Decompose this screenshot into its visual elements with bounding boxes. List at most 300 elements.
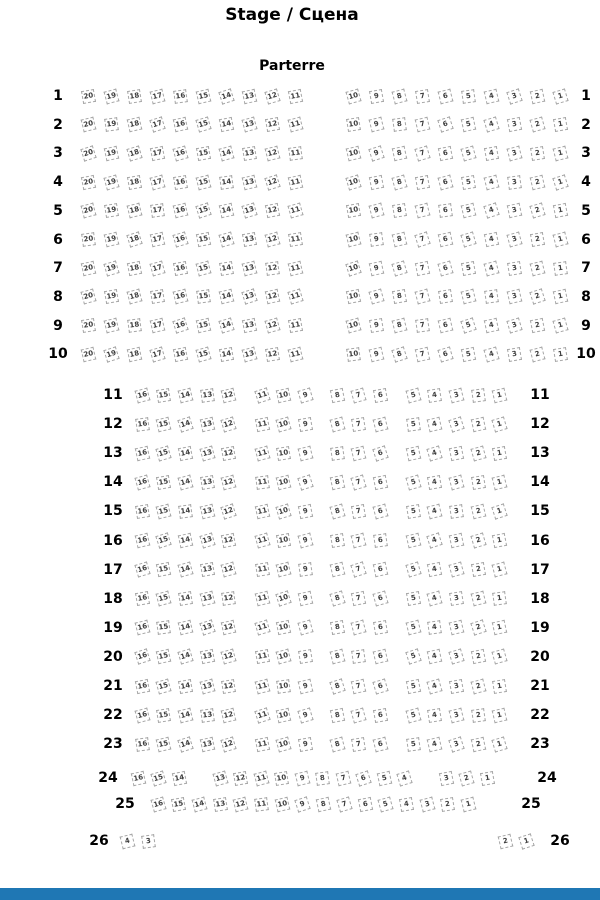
seat-r7-17[interactable]: 17 [149, 260, 165, 276]
seat-r13-9[interactable]: 9 [298, 445, 314, 461]
seat-r12-15[interactable]: 15 [156, 416, 172, 432]
seat-r4-7[interactable]: 7 [414, 175, 429, 190]
seat-r22-12[interactable]: 12 [221, 707, 237, 723]
seat-r16-13[interactable]: 13 [199, 532, 215, 548]
seat-r17-2[interactable]: 2 [471, 562, 486, 577]
seat-r8-4[interactable]: 4 [484, 290, 499, 305]
seat-r21-4[interactable]: 4 [427, 678, 443, 694]
seat-r15-4[interactable]: 4 [427, 504, 443, 520]
seat-r1-3[interactable]: 3 [506, 88, 522, 104]
seat-r7-18[interactable]: 18 [126, 261, 141, 276]
seat-r13-4[interactable]: 4 [427, 445, 443, 461]
seat-r9-12[interactable]: 12 [264, 318, 280, 334]
seat-r9-2[interactable]: 2 [529, 318, 544, 333]
seat-r4-1[interactable]: 1 [552, 174, 568, 190]
seat-r7-5[interactable]: 5 [460, 261, 475, 276]
seat-r17-9[interactable]: 9 [298, 562, 313, 577]
seat-r6-11[interactable]: 11 [288, 232, 303, 247]
seat-r10-15[interactable]: 15 [195, 346, 211, 362]
seat-r5-1[interactable]: 1 [552, 203, 567, 218]
seat-r16-7[interactable]: 7 [351, 533, 367, 549]
seat-r9-15[interactable]: 15 [195, 318, 210, 333]
seat-r5-5[interactable]: 5 [460, 203, 476, 219]
seat-r2-11[interactable]: 11 [287, 117, 303, 133]
seat-r20-1[interactable]: 1 [492, 649, 508, 665]
seat-r24-3[interactable]: 3 [438, 770, 453, 785]
seat-r18-5[interactable]: 5 [405, 591, 420, 606]
seat-r2-2[interactable]: 2 [529, 117, 545, 133]
seat-r25-6[interactable]: 6 [357, 796, 372, 811]
seat-r16-6[interactable]: 6 [373, 533, 388, 548]
seat-r22-6[interactable]: 6 [373, 708, 388, 723]
seat-r17-3[interactable]: 3 [448, 562, 464, 578]
seat-r14-3[interactable]: 3 [448, 474, 464, 490]
seat-r10-12[interactable]: 12 [265, 347, 280, 362]
seat-r9-19[interactable]: 19 [103, 318, 119, 334]
seat-r6-17[interactable]: 17 [149, 232, 164, 247]
seat-r15-2[interactable]: 2 [470, 504, 486, 520]
seat-r5-20[interactable]: 20 [80, 203, 96, 219]
seat-r1-6[interactable]: 6 [437, 88, 453, 104]
seat-r3-13[interactable]: 13 [242, 146, 257, 161]
seat-r13-5[interactable]: 5 [405, 445, 420, 460]
seat-r4-5[interactable]: 5 [461, 175, 476, 190]
seat-r3-12[interactable]: 12 [264, 146, 280, 162]
seat-r24-14[interactable]: 14 [171, 770, 186, 785]
seat-r8-19[interactable]: 19 [103, 289, 118, 304]
seat-r13-13[interactable]: 13 [199, 445, 215, 461]
seat-r2-8[interactable]: 8 [392, 117, 407, 132]
seat-r22-1[interactable]: 1 [492, 707, 508, 723]
seat-r22-9[interactable]: 9 [297, 707, 313, 723]
seat-r18-1[interactable]: 1 [492, 591, 507, 606]
seat-r11-16[interactable]: 16 [134, 387, 150, 403]
seat-r23-14[interactable]: 14 [177, 736, 193, 752]
seat-r26-1[interactable]: 1 [518, 833, 534, 849]
seat-r4-20[interactable]: 20 [80, 174, 95, 189]
seat-r20-9[interactable]: 9 [298, 649, 313, 664]
seat-r20-5[interactable]: 5 [405, 649, 421, 665]
seat-r17-1[interactable]: 1 [492, 562, 508, 578]
seat-r6-15[interactable]: 15 [195, 232, 210, 247]
seat-r6-2[interactable]: 2 [529, 232, 544, 247]
seat-r11-2[interactable]: 2 [471, 388, 486, 403]
seat-r20-8[interactable]: 8 [329, 649, 345, 665]
seat-r10-16[interactable]: 16 [172, 347, 187, 362]
seat-r25-11[interactable]: 11 [254, 797, 269, 812]
seat-r2-4[interactable]: 4 [483, 117, 499, 133]
seat-r10-1[interactable]: 1 [553, 347, 568, 362]
seat-r22-3[interactable]: 3 [449, 707, 465, 723]
seat-r15-10[interactable]: 10 [276, 503, 292, 519]
seat-r2-18[interactable]: 18 [126, 117, 142, 133]
seat-r9-6[interactable]: 6 [437, 318, 453, 334]
seat-r24-6[interactable]: 6 [355, 770, 371, 786]
seat-r19-1[interactable]: 1 [492, 620, 507, 635]
seat-r26-2[interactable]: 2 [497, 833, 513, 849]
seat-r25-9[interactable]: 9 [295, 796, 311, 812]
seat-r12-10[interactable]: 10 [276, 416, 292, 432]
seat-r6-19[interactable]: 19 [103, 232, 119, 248]
seat-r19-7[interactable]: 7 [351, 620, 367, 636]
seat-r2-14[interactable]: 14 [218, 117, 233, 132]
seat-r1-9[interactable]: 9 [368, 88, 383, 103]
seat-r5-14[interactable]: 14 [218, 203, 233, 218]
seat-r4-3[interactable]: 3 [507, 175, 522, 190]
seat-r21-6[interactable]: 6 [372, 678, 388, 694]
seat-r8-10[interactable]: 10 [345, 289, 360, 304]
seat-r16-11[interactable]: 11 [254, 532, 270, 548]
seat-r8-2[interactable]: 2 [529, 289, 545, 305]
seat-r25-1[interactable]: 1 [461, 796, 477, 812]
seat-r4-11[interactable]: 11 [287, 174, 302, 189]
seat-r25-12[interactable]: 12 [233, 796, 249, 812]
seat-r8-8[interactable]: 8 [391, 289, 406, 304]
seat-r4-6[interactable]: 6 [437, 174, 453, 190]
seat-r9-13[interactable]: 13 [241, 318, 256, 333]
seat-r4-10[interactable]: 10 [345, 174, 361, 190]
seat-r14-6[interactable]: 6 [373, 475, 388, 490]
seat-r19-3[interactable]: 3 [449, 620, 465, 636]
seat-r6-14[interactable]: 14 [218, 231, 234, 247]
seat-r2-15[interactable]: 15 [195, 117, 211, 133]
seat-r13-10[interactable]: 10 [276, 446, 291, 461]
seat-r8-15[interactable]: 15 [196, 290, 211, 305]
seat-r17-7[interactable]: 7 [350, 561, 366, 577]
seat-r22-13[interactable]: 13 [200, 708, 215, 723]
seat-r2-16[interactable]: 16 [172, 117, 187, 132]
seat-r15-11[interactable]: 11 [254, 504, 269, 519]
seat-r20-3[interactable]: 3 [448, 649, 464, 665]
seat-r19-8[interactable]: 8 [329, 620, 344, 635]
seat-r7-9[interactable]: 9 [368, 260, 383, 275]
seat-r16-12[interactable]: 12 [221, 533, 236, 548]
seat-r10-2[interactable]: 2 [529, 346, 545, 362]
seat-r16-14[interactable]: 14 [178, 533, 193, 548]
seat-r23-5[interactable]: 5 [406, 737, 421, 752]
seat-r23-15[interactable]: 15 [156, 736, 172, 752]
seat-r17-15[interactable]: 15 [156, 562, 171, 577]
seat-r17-5[interactable]: 5 [405, 561, 421, 577]
seat-r17-4[interactable]: 4 [427, 562, 442, 577]
seat-r22-14[interactable]: 14 [178, 707, 194, 723]
seat-r9-14[interactable]: 14 [218, 317, 234, 333]
seat-r10-6[interactable]: 6 [437, 346, 453, 362]
seat-r21-3[interactable]: 3 [449, 678, 464, 693]
seat-r7-15[interactable]: 15 [195, 260, 211, 276]
seat-r5-12[interactable]: 12 [264, 203, 279, 218]
seat-r10-5[interactable]: 5 [460, 347, 475, 362]
seat-r1-20[interactable]: 20 [80, 88, 95, 103]
seat-r1-15[interactable]: 15 [195, 88, 211, 104]
seat-r22-5[interactable]: 5 [405, 707, 421, 723]
seat-r14-16[interactable]: 16 [134, 474, 150, 490]
seat-r15-1[interactable]: 1 [492, 503, 508, 519]
seat-r24-16[interactable]: 16 [130, 770, 145, 785]
seat-r11-10[interactable]: 10 [276, 387, 291, 402]
seat-r12-5[interactable]: 5 [406, 417, 421, 432]
seat-r2-10[interactable]: 10 [346, 117, 361, 132]
seat-r10-13[interactable]: 13 [241, 346, 257, 362]
seat-r3-17[interactable]: 17 [149, 146, 164, 161]
seat-r11-5[interactable]: 5 [405, 387, 421, 403]
seat-r1-18[interactable]: 18 [127, 89, 142, 104]
seat-r14-12[interactable]: 12 [221, 474, 237, 490]
seat-r7-14[interactable]: 14 [219, 261, 234, 276]
seat-r18-7[interactable]: 7 [351, 591, 366, 606]
seat-r11-4[interactable]: 4 [427, 388, 442, 403]
seat-r3-9[interactable]: 9 [368, 145, 384, 161]
seat-r23-3[interactable]: 3 [448, 736, 464, 752]
seat-r23-13[interactable]: 13 [199, 736, 214, 751]
seat-r14-14[interactable]: 14 [177, 474, 193, 490]
seat-r16-1[interactable]: 1 [492, 533, 507, 548]
seat-r9-11[interactable]: 11 [287, 318, 302, 333]
seat-r14-1[interactable]: 1 [492, 474, 508, 490]
seat-r16-4[interactable]: 4 [426, 532, 442, 548]
seat-r8-6[interactable]: 6 [438, 289, 453, 304]
seat-r7-6[interactable]: 6 [437, 260, 453, 276]
seat-r20-4[interactable]: 4 [427, 649, 442, 664]
seat-r21-10[interactable]: 10 [276, 679, 291, 694]
seat-r2-6[interactable]: 6 [437, 116, 453, 132]
seat-r7-20[interactable]: 20 [80, 260, 95, 275]
seat-r4-18[interactable]: 18 [126, 175, 141, 190]
seat-r11-13[interactable]: 13 [200, 388, 215, 403]
seat-r6-9[interactable]: 9 [369, 232, 384, 247]
seat-r18-14[interactable]: 14 [178, 591, 193, 606]
seat-r7-16[interactable]: 16 [172, 261, 187, 276]
seat-r9-7[interactable]: 7 [415, 318, 430, 333]
seat-r5-9[interactable]: 9 [368, 203, 384, 219]
seat-r12-1[interactable]: 1 [492, 416, 508, 432]
seat-r24-15[interactable]: 15 [150, 770, 166, 786]
seat-r18-8[interactable]: 8 [329, 591, 345, 607]
seat-r18-10[interactable]: 10 [275, 590, 291, 606]
seat-r21-11[interactable]: 11 [254, 678, 270, 694]
seat-r20-2[interactable]: 2 [470, 649, 485, 664]
seat-r14-10[interactable]: 10 [276, 475, 292, 491]
seat-r8-13[interactable]: 13 [241, 289, 257, 305]
seat-r3-15[interactable]: 15 [195, 146, 210, 161]
seat-r2-17[interactable]: 17 [149, 116, 165, 132]
seat-r9-5[interactable]: 5 [460, 317, 476, 333]
seat-r3-7[interactable]: 7 [414, 145, 430, 161]
seat-r12-2[interactable]: 2 [470, 416, 485, 431]
seat-r4-17[interactable]: 17 [149, 174, 165, 190]
seat-r26-4[interactable]: 4 [119, 833, 135, 849]
seat-r2-19[interactable]: 19 [104, 117, 119, 132]
seat-r4-15[interactable]: 15 [195, 174, 211, 190]
seat-r3-5[interactable]: 5 [460, 145, 476, 161]
seat-r18-12[interactable]: 12 [221, 591, 236, 606]
seat-r23-6[interactable]: 6 [373, 736, 389, 752]
seat-r9-8[interactable]: 8 [391, 318, 407, 334]
seat-r23-16[interactable]: 16 [135, 737, 150, 752]
seat-r4-4[interactable]: 4 [483, 174, 499, 190]
seat-r1-2[interactable]: 2 [529, 88, 544, 103]
seat-r3-18[interactable]: 18 [126, 145, 142, 161]
seat-r26-3[interactable]: 3 [141, 834, 156, 849]
seat-r17-10[interactable]: 10 [276, 562, 292, 578]
seat-r19-2[interactable]: 2 [470, 620, 486, 636]
seat-r14-8[interactable]: 8 [329, 475, 344, 490]
seat-r3-4[interactable]: 4 [483, 146, 498, 161]
seat-r1-7[interactable]: 7 [415, 89, 430, 104]
seat-r7-1[interactable]: 1 [553, 261, 568, 276]
seat-r8-12[interactable]: 12 [264, 289, 279, 304]
seat-r5-15[interactable]: 15 [195, 203, 211, 219]
seat-r19-14[interactable]: 14 [178, 620, 194, 636]
seat-r25-3[interactable]: 3 [419, 796, 435, 812]
seat-r3-14[interactable]: 14 [218, 145, 234, 161]
seat-r7-7[interactable]: 7 [414, 261, 429, 276]
seat-r3-8[interactable]: 8 [391, 146, 406, 161]
seat-r2-3[interactable]: 3 [506, 117, 521, 132]
seat-r24-7[interactable]: 7 [335, 770, 351, 786]
seat-r13-6[interactable]: 6 [372, 445, 388, 461]
seat-r7-4[interactable]: 4 [483, 260, 499, 276]
seat-r15-9[interactable]: 9 [298, 504, 313, 519]
seat-r11-14[interactable]: 14 [178, 387, 194, 403]
seat-r2-9[interactable]: 9 [368, 117, 384, 133]
seat-r20-16[interactable]: 16 [134, 649, 150, 665]
seat-r16-10[interactable]: 10 [276, 533, 291, 548]
seat-r1-16[interactable]: 16 [173, 89, 188, 104]
seat-r21-16[interactable]: 16 [134, 678, 149, 693]
seat-r12-14[interactable]: 14 [177, 416, 193, 432]
seat-r5-13[interactable]: 13 [241, 203, 257, 219]
seat-r23-8[interactable]: 8 [329, 736, 345, 752]
seat-r5-17[interactable]: 17 [150, 203, 165, 218]
seat-r1-12[interactable]: 12 [264, 88, 280, 104]
seat-r22-10[interactable]: 10 [276, 707, 291, 722]
seat-r22-16[interactable]: 16 [134, 707, 150, 723]
seat-r4-19[interactable]: 19 [103, 174, 119, 190]
seat-r10-17[interactable]: 17 [149, 346, 165, 362]
seat-r16-15[interactable]: 15 [155, 532, 171, 548]
seat-r6-12[interactable]: 12 [264, 232, 280, 248]
seat-r8-11[interactable]: 11 [287, 289, 303, 305]
seat-r11-1[interactable]: 1 [492, 387, 508, 403]
seat-r6-7[interactable]: 7 [414, 231, 430, 247]
seat-r2-20[interactable]: 20 [80, 117, 96, 133]
seat-r21-1[interactable]: 1 [492, 679, 507, 694]
seat-r3-16[interactable]: 16 [172, 145, 188, 161]
seat-r3-2[interactable]: 2 [530, 146, 545, 161]
seat-r13-2[interactable]: 2 [470, 445, 486, 461]
seat-r23-4[interactable]: 4 [427, 736, 443, 752]
seat-r14-15[interactable]: 15 [156, 475, 171, 490]
seat-r5-10[interactable]: 10 [345, 203, 360, 218]
seat-r7-8[interactable]: 8 [391, 260, 407, 276]
seat-r10-10[interactable]: 10 [346, 347, 361, 362]
seat-r6-3[interactable]: 3 [506, 231, 522, 247]
seat-r19-13[interactable]: 13 [199, 620, 215, 636]
seat-r13-14[interactable]: 14 [178, 446, 193, 461]
seat-r7-2[interactable]: 2 [529, 260, 545, 276]
seat-r19-5[interactable]: 5 [405, 620, 421, 636]
seat-r3-20[interactable]: 20 [80, 145, 96, 161]
seat-r1-19[interactable]: 19 [103, 88, 119, 104]
seat-r11-3[interactable]: 3 [449, 387, 465, 403]
seat-r7-11[interactable]: 11 [287, 260, 303, 276]
seat-r20-6[interactable]: 6 [373, 649, 389, 665]
seat-r5-3[interactable]: 3 [506, 203, 521, 218]
seat-r2-1[interactable]: 1 [552, 117, 567, 132]
seat-r16-16[interactable]: 16 [134, 533, 150, 549]
seat-r20-7[interactable]: 7 [351, 650, 366, 665]
seat-r22-11[interactable]: 11 [254, 707, 270, 723]
seat-r20-13[interactable]: 13 [199, 649, 214, 664]
seat-r10-14[interactable]: 14 [218, 347, 233, 362]
seat-r24-5[interactable]: 5 [376, 770, 391, 785]
seat-r15-7[interactable]: 7 [351, 504, 366, 519]
seat-r14-9[interactable]: 9 [297, 474, 313, 490]
seat-r12-8[interactable]: 8 [329, 416, 345, 432]
seat-r10-20[interactable]: 20 [80, 347, 96, 363]
seat-r22-8[interactable]: 8 [329, 707, 344, 722]
seat-r4-14[interactable]: 14 [219, 175, 234, 190]
seat-r10-18[interactable]: 18 [126, 347, 141, 362]
seat-r6-4[interactable]: 4 [483, 232, 498, 247]
seat-r9-20[interactable]: 20 [81, 318, 96, 333]
seat-r18-2[interactable]: 2 [470, 591, 486, 607]
seat-r3-1[interactable]: 1 [552, 146, 568, 162]
seat-r25-10[interactable]: 10 [274, 796, 290, 812]
seat-r7-10[interactable]: 10 [345, 260, 361, 276]
seat-r21-2[interactable]: 2 [470, 678, 486, 694]
seat-r14-5[interactable]: 5 [405, 474, 421, 490]
seat-r1-17[interactable]: 17 [149, 88, 165, 104]
seat-r11-6[interactable]: 6 [373, 387, 388, 402]
seat-r23-10[interactable]: 10 [276, 736, 292, 752]
seat-r23-1[interactable]: 1 [492, 736, 508, 752]
seat-r8-3[interactable]: 3 [506, 289, 522, 305]
seat-r9-4[interactable]: 4 [483, 318, 498, 333]
seat-r19-11[interactable]: 11 [254, 620, 270, 636]
seat-r1-1[interactable]: 1 [552, 88, 568, 104]
seat-r15-12[interactable]: 12 [221, 503, 237, 519]
seat-r13-8[interactable]: 8 [330, 446, 345, 461]
seat-r10-9[interactable]: 9 [368, 347, 384, 363]
seat-r15-5[interactable]: 5 [406, 504, 421, 519]
seat-r6-5[interactable]: 5 [460, 231, 476, 247]
seat-r24-9[interactable]: 9 [294, 770, 310, 786]
seat-r18-9[interactable]: 9 [298, 591, 313, 606]
seat-r14-2[interactable]: 2 [471, 475, 486, 490]
seat-r12-4[interactable]: 4 [427, 416, 443, 432]
seat-r12-12[interactable]: 12 [221, 416, 237, 432]
seat-r3-6[interactable]: 6 [437, 146, 452, 161]
seat-r5-19[interactable]: 19 [104, 203, 119, 218]
seat-r16-8[interactable]: 8 [330, 533, 345, 548]
seat-r2-5[interactable]: 5 [460, 117, 475, 132]
seat-r12-9[interactable]: 9 [298, 417, 313, 432]
seat-r25-14[interactable]: 14 [191, 796, 207, 812]
seat-r25-13[interactable]: 13 [213, 797, 228, 812]
seat-r18-13[interactable]: 13 [199, 591, 215, 607]
seat-r18-4[interactable]: 4 [427, 591, 443, 607]
seat-r8-5[interactable]: 5 [460, 289, 476, 305]
seat-r25-4[interactable]: 4 [399, 796, 414, 811]
seat-r4-2[interactable]: 2 [529, 174, 545, 190]
seat-r24-1[interactable]: 1 [479, 770, 494, 785]
seat-r24-10[interactable]: 10 [274, 771, 289, 786]
seat-r20-15[interactable]: 15 [156, 649, 171, 664]
seat-r11-12[interactable]: 12 [221, 387, 237, 403]
seat-r14-11[interactable]: 11 [255, 475, 270, 490]
